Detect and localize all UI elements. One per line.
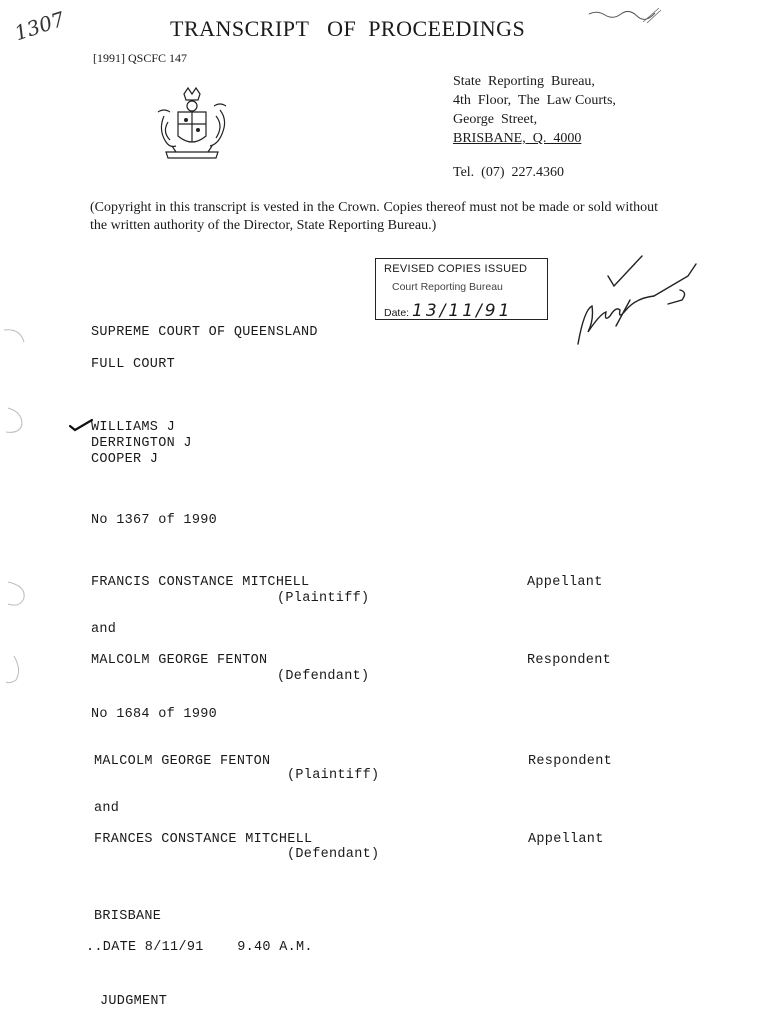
party-capacity: (Plaintiff): [287, 768, 380, 783]
handwritten-signature: [570, 250, 705, 350]
party-role: Appellant: [528, 832, 604, 847]
party-name: MALCOLM GEORGE FENTON: [94, 754, 271, 769]
judge-williams: WILLIAMS J: [91, 420, 176, 435]
party-capacity: (Plaintiff): [277, 591, 370, 606]
citation: [1991] QSCFC 147: [93, 51, 188, 65]
copyright-notice: (Copyright in this transcript is vested in the Crown. Copies thereof must not be made or sold without the written authority of the Director, State Reporting Bureau.): [90, 200, 658, 233]
revised-copies-stamp: [375, 258, 548, 320]
address-line-3: George Street,: [453, 112, 538, 127]
hearing-place: BRISBANE: [94, 909, 162, 924]
matter-number: No 1367 of 1990: [91, 513, 218, 528]
judge-cooper: COOPER J: [91, 452, 159, 467]
handwritten-file-number: 1307: [11, 6, 68, 46]
stamp-title: REVISED COPIES ISSUED: [384, 263, 528, 275]
party-name: FRANCES CONSTANCE MITCHELL: [94, 832, 313, 847]
conjunction: and: [91, 622, 117, 637]
party-capacity: (Defendant): [277, 669, 370, 684]
stamp-date-value: 13/11/91: [412, 301, 513, 321]
party-name: MALCOLM GEORGE FENTON: [91, 653, 268, 668]
judge-derrington: DERRINGTON J: [91, 436, 192, 451]
party-role: Respondent: [528, 754, 613, 769]
address-line-1: State Reporting Bureau,: [453, 74, 595, 89]
stamp-bureau: Court Reporting Bureau: [392, 281, 503, 293]
party-name: FRANCIS CONSTANCE MITCHELL: [91, 575, 310, 590]
judgment-heading: JUDGMENT: [100, 994, 168, 1009]
court-name: SUPREME COURT OF QUEENSLAND: [91, 325, 318, 340]
address-line-2: 4th Floor, The Law Courts,: [453, 93, 616, 108]
party-role: Appellant: [527, 575, 603, 590]
party-role: Respondent: [527, 653, 612, 668]
stamp-date-label: Date:: [384, 307, 410, 319]
binder-holes: [0, 320, 30, 700]
conjunction: and: [94, 801, 120, 816]
court-division: FULL COURT: [91, 357, 176, 372]
signature-scribble-top: [585, 4, 665, 26]
address-line-4: BRISBANE, Q. 4000: [453, 131, 582, 146]
coat-of-arms-logo: [150, 86, 235, 170]
party-capacity: (Defendant): [287, 847, 380, 862]
stamp-date-row: [384, 301, 512, 321]
telephone: Tel. (07) 227.4360: [453, 165, 565, 180]
matter-number: No 1684 of 1990: [91, 707, 218, 722]
hearing-date-time: ..DATE 8/11/91 9.40 A.M.: [86, 940, 313, 955]
document-title: TRANSCRIPT OF PROCEEDINGS: [170, 16, 526, 41]
